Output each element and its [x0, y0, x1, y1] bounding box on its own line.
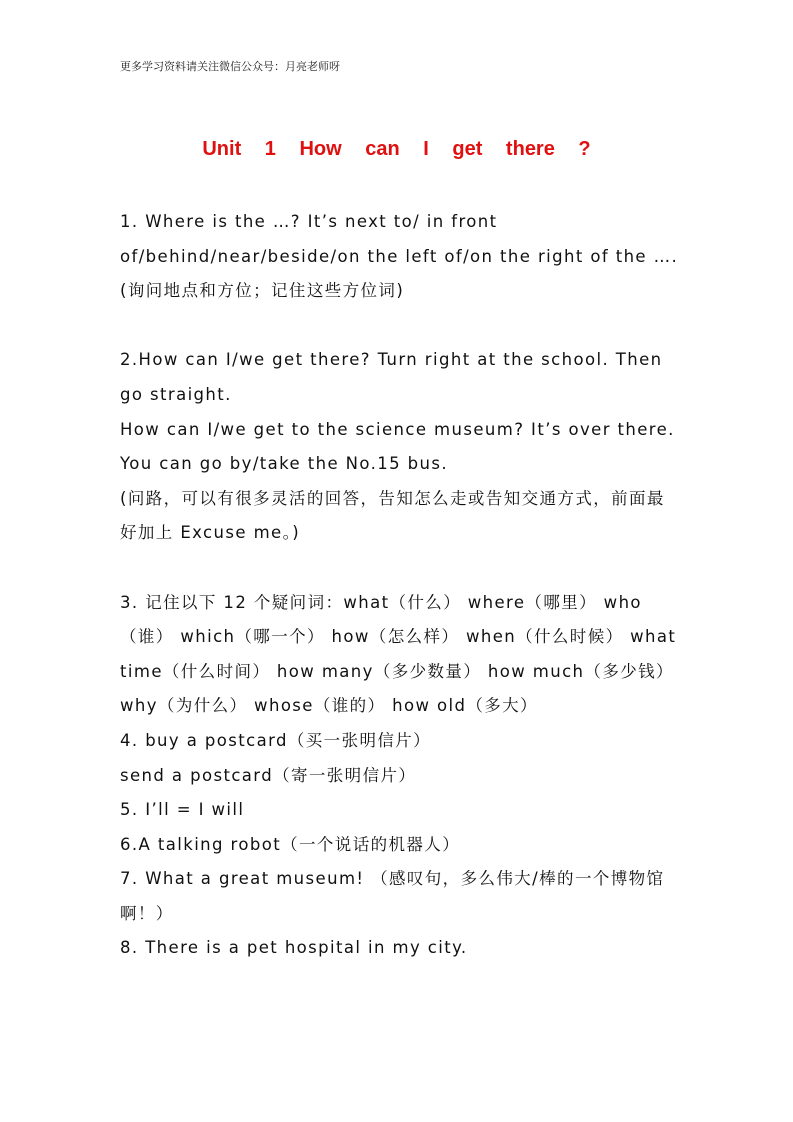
paragraph-7: 7. What a great museum! （感叹句，多么伟大/棒的一个博物馆啊！）: [120, 869, 665, 923]
paragraph-3: 3. 记住以下 12 个疑问词：what（什么） where（哪里） who（谁） which（哪一个） how（怎么样） when（什么时候） what time（什么时间） how many（多少数量） how much（多少钱） why（为什么） whose（谁的） how old（多大）: [120, 592, 677, 716]
header-note: 更多学习资料请关注微信公众号：月亮老师呀: [120, 60, 340, 73]
page-title: Unit 1 How can I get there ?: [202, 138, 591, 160]
blank-line: [120, 551, 680, 586]
paragraph-8: 8. There is a pet hospital in my city.: [120, 938, 468, 958]
blank-line: [120, 309, 680, 344]
paragraph-4b: send a postcard（寄一张明信片）: [120, 765, 417, 785]
paragraph-2b: How can I/we get to the science museum? It’s over there. You can go by/take the No.15 bus.: [120, 419, 675, 474]
paragraph-6: 6.A talking robot（一个说话的机器人）: [120, 834, 461, 854]
paragraph-5: 5. I’ll = I will: [120, 800, 245, 820]
document-body: [120, 205, 680, 966]
paragraph-2c: (问路，可以有很多灵活的回答，告知怎么走或告知交通方式，前面最好加上 Excuse me。): [120, 488, 665, 543]
paragraph-4a: 4. buy a postcard（买一张明信片）: [120, 730, 432, 750]
paragraph-1: 1. Where is the …? It’s next to/ in front of/behind/near/beside/on the left of/on the right of the …. (询问地点和方位；记住这些方位词): [120, 212, 679, 301]
paragraph-2a: 2.How can I/we get there? Turn right at the school. Then go straight.: [120, 350, 663, 404]
